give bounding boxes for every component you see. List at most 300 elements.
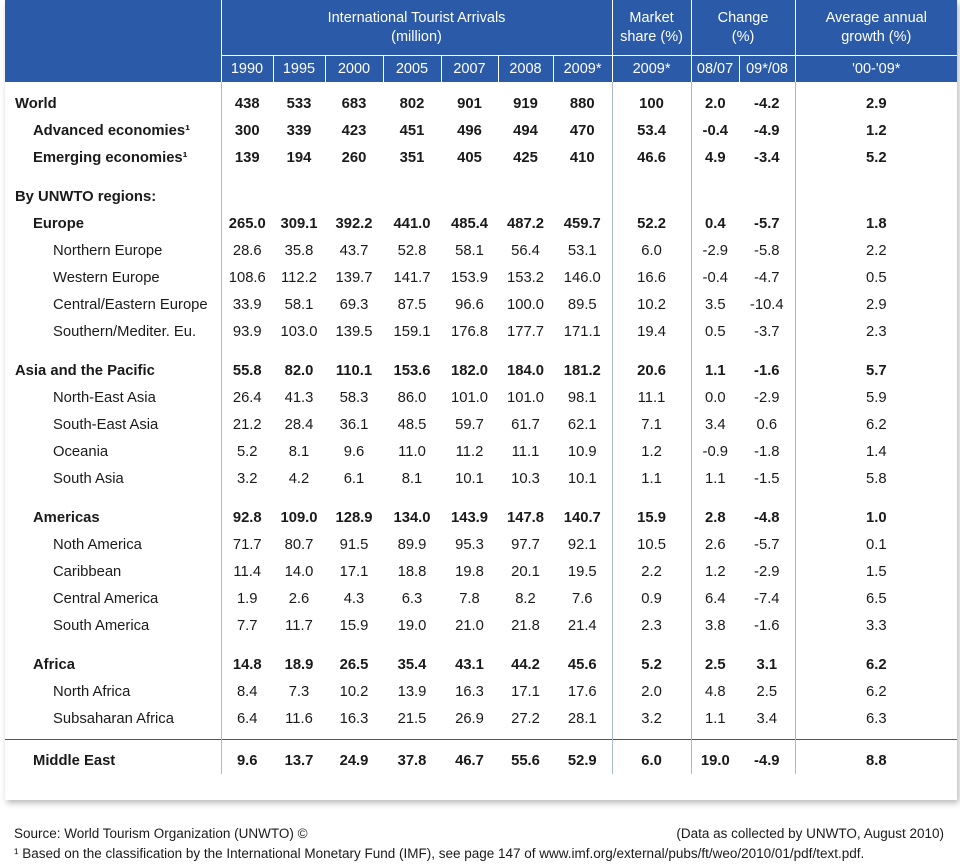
value-cell: 53.1 [567, 242, 597, 259]
spacer-cell [5, 345, 221, 357]
table-row [5, 117, 957, 144]
value-cell: 89.9 [397, 536, 427, 553]
year-header: 1990 [221, 56, 273, 83]
spacer-cell [383, 732, 441, 740]
value-cell [691, 183, 739, 210]
value-cell: 10.1 [455, 470, 484, 487]
spacer-cell [441, 171, 498, 183]
row-label: Europe [33, 215, 84, 232]
avg-growth-header [795, 0, 957, 56]
table-row [5, 183, 957, 210]
spacer-cell [383, 740, 441, 747]
value-cell: 3.2 [612, 705, 691, 732]
value-cell: 451 [399, 122, 425, 139]
value-cell: 10.9 [567, 443, 597, 460]
value-cell: 3.3 [795, 612, 957, 639]
value-cell: 3.4 [691, 411, 739, 438]
value-cell: 10.5 [612, 531, 691, 558]
value-cell: 128.9 [335, 509, 373, 526]
spacer-cell [441, 345, 498, 357]
value-cell: 2.2 [795, 237, 957, 264]
value-cell: 7.1 [612, 411, 691, 438]
value-cell: 8.1 [288, 443, 310, 460]
value-cell: 1.1 [691, 357, 739, 384]
value-cell: 109.0 [280, 509, 318, 526]
value-cell: -2.9 [691, 237, 739, 264]
spacer-cell [5, 82, 221, 90]
value-cell: -7.4 [754, 590, 780, 607]
value-cell: 46.6 [612, 144, 691, 171]
value-cell: 339 [286, 122, 312, 139]
label-header-blank [5, 0, 221, 82]
table-row [5, 237, 957, 264]
avg-title: Average annual [825, 10, 927, 27]
value-cell: 1.5 [795, 558, 957, 585]
spacer-row [5, 740, 957, 747]
value-cell: 6.2 [795, 411, 957, 438]
table-row [5, 705, 957, 732]
table-row [5, 612, 957, 639]
spacer-cell [553, 740, 612, 747]
spacer-cell [553, 639, 612, 651]
value-cell: 139.5 [335, 323, 373, 340]
value-cell: 184.0 [506, 362, 545, 379]
value-cell: 27.2 [511, 710, 540, 727]
spacer-cell [612, 740, 691, 747]
value-cell: -4.9 [754, 752, 780, 769]
spacer-cell [5, 492, 221, 504]
value-cell: 441.0 [393, 215, 431, 232]
spacer-cell [383, 171, 441, 183]
value-cell: 1.2 [612, 438, 691, 465]
value-cell: 153.2 [506, 269, 545, 286]
row-label: Noth America [53, 536, 142, 553]
table-row [5, 210, 957, 237]
value-cell [612, 183, 691, 210]
value-cell: 110.1 [335, 362, 373, 379]
table-row [5, 291, 957, 318]
spacer-cell [221, 492, 273, 504]
value-cell: 459.7 [563, 215, 601, 232]
value-cell: 6.0 [612, 237, 691, 264]
year-header: 2008 [498, 56, 553, 83]
arrivals-title: International Tourist Arrivals [327, 10, 506, 27]
value-cell: 45.6 [567, 656, 597, 673]
spacer-cell [795, 740, 957, 747]
value-cell: 880 [569, 95, 595, 112]
value-cell: 1.2 [795, 117, 957, 144]
table-row [5, 438, 957, 465]
value-cell: 101.0 [506, 389, 545, 406]
spacer-cell [325, 639, 383, 651]
value-cell: 1.9 [221, 585, 273, 612]
value-cell: 802 [399, 95, 425, 112]
table-row [5, 531, 957, 558]
value-cell: 10.2 [612, 291, 691, 318]
change-title: Change [717, 10, 769, 27]
value-cell: 82.0 [284, 362, 314, 379]
spacer-cell [691, 732, 739, 740]
value-cell: 4.9 [691, 144, 739, 171]
value-cell: -5.7 [754, 536, 780, 553]
spacer-cell [498, 171, 553, 183]
value-cell: 98.1 [567, 389, 597, 406]
value-cell: 496 [457, 122, 482, 139]
value-cell: 7.8 [459, 590, 480, 607]
value-cell: 5.9 [795, 384, 957, 411]
value-cell: -3.7 [754, 323, 780, 340]
spacer-cell [612, 639, 691, 651]
value-cell: 4.2 [288, 470, 310, 487]
value-cell: -0.4 [691, 117, 739, 144]
value-cell: 0.0 [691, 384, 739, 411]
value-cell: 11.0 [398, 443, 426, 460]
value-cell: 15.9 [339, 617, 369, 634]
spacer-cell [739, 740, 795, 747]
value-cell: 177.7 [506, 323, 545, 340]
spacer-cell [441, 732, 498, 740]
row-label: North Africa [53, 683, 131, 700]
value-cell: 14.8 [221, 651, 273, 678]
spacer-cell [273, 732, 325, 740]
spacer-cell [383, 345, 441, 357]
spacer-cell [383, 82, 441, 90]
market-unit: share (%) [620, 28, 683, 45]
spacer-cell [691, 639, 739, 651]
spacer-cell [691, 82, 739, 90]
value-cell: -4.2 [754, 95, 780, 112]
spacer-cell [739, 492, 795, 504]
spacer-cell [612, 171, 691, 183]
year-header: 2009* [553, 56, 612, 83]
spacer-cell [325, 492, 383, 504]
value-cell: 55.8 [221, 357, 273, 384]
value-cell: 2.5 [691, 651, 739, 678]
value-cell: 265.0 [221, 210, 273, 237]
spacer-cell [739, 639, 795, 651]
value-cell: 0.5 [691, 318, 739, 345]
value-cell: 919 [513, 95, 538, 112]
value-cell: 139 [221, 144, 273, 171]
value-cell: 52.8 [397, 242, 427, 259]
spacer-cell [691, 171, 739, 183]
row-label: Central/Eastern Europe [53, 296, 208, 313]
value-cell: 19.5 [567, 563, 597, 580]
value-cell: 87.5 [397, 296, 427, 313]
collection-note: (Data as collected by UNWTO, August 2010) [676, 826, 944, 841]
row-label: Western Europe [53, 269, 160, 286]
value-cell: 52.9 [567, 752, 597, 769]
value-cell: 89.5 [567, 296, 597, 313]
spacer-cell [498, 82, 553, 90]
value-cell: 2.2 [612, 558, 691, 585]
spacer-cell [691, 345, 739, 357]
table-row [5, 90, 957, 117]
value-cell: 2.3 [612, 612, 691, 639]
value-cell: 8.4 [221, 678, 273, 705]
source-note: Source: World Tourism Organization (UNWTO) © [14, 826, 308, 841]
value-cell: 1.2 [691, 558, 739, 585]
spacer-cell [795, 82, 957, 90]
value-cell: 5.8 [795, 465, 957, 492]
spacer-cell [325, 171, 383, 183]
value-cell: 4.3 [343, 590, 365, 607]
row-label: Subsaharan Africa [53, 710, 174, 727]
spacer-cell [498, 732, 553, 740]
value-cell: 2.9 [795, 291, 957, 318]
value-cell: 28.1 [567, 710, 597, 727]
value-cell: 2.9 [795, 90, 957, 117]
value-cell: 26.9 [455, 710, 484, 727]
value-cell: 108.6 [221, 264, 273, 291]
value-cell: 86.0 [397, 389, 427, 406]
value-cell: 0.1 [795, 531, 957, 558]
value-cell: 18.8 [397, 563, 427, 580]
value-cell: 19.4 [612, 318, 691, 345]
value-cell: 6.5 [795, 585, 957, 612]
year-header: 2005 [383, 56, 441, 83]
spacer-cell [795, 492, 957, 504]
row-label: Oceania [53, 443, 109, 460]
value-cell: 494 [513, 122, 538, 139]
value-cell: 141.7 [393, 269, 431, 286]
value-cell: 21.2 [221, 411, 273, 438]
value-cell: 487.2 [506, 215, 545, 232]
footnote: ¹ Based on the classification by the International Monetary Fund (IMF), see page 147 of www.imf.org/external/pubs/ft/weo/2010/01/pdf/text.pdf. [14, 846, 865, 861]
value-cell: 18.9 [284, 656, 314, 673]
table-row [5, 264, 957, 291]
value-cell: 13.7 [284, 752, 314, 769]
spacer-cell [273, 171, 325, 183]
value-cell: 33.9 [221, 291, 273, 318]
spacer-row [5, 345, 957, 357]
value-cell: -1.6 [754, 362, 780, 379]
value-cell: 6.1 [343, 470, 365, 487]
value-cell: 43.1 [455, 656, 484, 673]
value-cell: 901 [457, 95, 482, 112]
value-cell: 1.1 [691, 465, 739, 492]
value-cell: 59.7 [455, 416, 484, 433]
value-cell [273, 183, 325, 210]
row-label: Southern/Mediter. Eu. [53, 323, 197, 340]
value-cell: -1.5 [754, 470, 780, 487]
value-cell: 53.4 [612, 117, 691, 144]
spacer-cell [612, 732, 691, 740]
table-row [5, 558, 957, 585]
spacer-cell [221, 732, 273, 740]
value-cell: 11.7 [285, 617, 313, 634]
value-cell: -5.7 [754, 215, 780, 232]
value-cell: 19.8 [455, 563, 484, 580]
year-header: 2000 [325, 56, 383, 83]
value-cell: 55.6 [511, 752, 540, 769]
value-cell: 351 [399, 149, 425, 166]
spacer-row [5, 82, 957, 90]
market-share-header [612, 0, 691, 56]
value-cell: 1.0 [795, 504, 957, 531]
row-label: Americas [33, 509, 100, 526]
row-label: Middle East [33, 752, 116, 769]
spacer-row [5, 171, 957, 183]
value-cell: 6.4 [221, 705, 273, 732]
footer [14, 826, 944, 866]
change-0807-header: 08/07 [691, 56, 739, 83]
spacer-cell [325, 82, 383, 90]
tourist-arrivals-table [5, 0, 957, 774]
value-cell: 103.0 [280, 323, 318, 340]
value-cell [221, 183, 273, 210]
value-cell: 21.5 [397, 710, 427, 727]
spacer-cell [221, 171, 273, 183]
value-cell: 423 [341, 122, 367, 139]
value-cell: -4.8 [754, 509, 780, 526]
year-header: 1995 [273, 56, 325, 83]
value-cell: 300 [221, 117, 273, 144]
spacer-cell [441, 82, 498, 90]
value-cell: 93.9 [221, 318, 273, 345]
value-cell: 485.4 [450, 215, 489, 232]
value-cell: 46.7 [455, 752, 484, 769]
spacer-row [5, 639, 957, 651]
value-cell: -0.9 [691, 438, 739, 465]
value-cell: 7.3 [288, 683, 310, 700]
row-label: South-East Asia [53, 416, 159, 433]
value-cell: 147.8 [506, 509, 545, 526]
table-row [5, 318, 957, 345]
table-row [5, 747, 957, 774]
value-cell: 3.4 [756, 710, 778, 727]
value-cell: 112.2 [281, 269, 317, 286]
value-cell: 91.5 [339, 536, 369, 553]
value-cell: 26.5 [339, 656, 369, 673]
value-cell: 159.1 [393, 323, 431, 340]
value-cell: 171.1 [563, 323, 601, 340]
value-cell: 0.6 [756, 416, 778, 433]
value-cell: 260 [341, 149, 367, 166]
value-cell: 683 [341, 95, 367, 112]
value-cell: 392.2 [335, 215, 373, 232]
avg-period-header: '00-'09* [795, 56, 957, 83]
value-cell: 2.0 [612, 678, 691, 705]
value-cell: 17.1 [339, 563, 369, 580]
value-cell: 96.6 [455, 296, 484, 313]
value-cell: 182.0 [450, 362, 489, 379]
value-cell: -2.9 [754, 563, 780, 580]
value-cell: 6.2 [795, 651, 957, 678]
spacer-cell [795, 639, 957, 651]
value-cell: 20.1 [511, 563, 540, 580]
value-cell: 405 [457, 149, 482, 166]
spacer-cell [325, 740, 383, 747]
value-cell: 15.9 [612, 504, 691, 531]
row-label: By UNWTO regions: [15, 188, 157, 205]
table-row [5, 651, 957, 678]
value-cell: 21.0 [455, 617, 484, 634]
value-cell: 19.0 [691, 747, 739, 774]
value-cell: 10.3 [511, 470, 540, 487]
value-cell: 21.8 [511, 617, 540, 634]
spacer-cell [553, 732, 612, 740]
spacer-cell [5, 171, 221, 183]
arrivals-unit: (million) [391, 28, 442, 45]
value-cell [383, 183, 441, 210]
arrivals-header [221, 0, 612, 56]
avg-unit: growth (%) [841, 28, 912, 45]
value-cell: 5.2 [795, 144, 957, 171]
change-header [691, 0, 795, 56]
value-cell: -1.8 [754, 443, 780, 460]
value-cell: -4.9 [754, 122, 780, 139]
spacer-row [5, 492, 957, 504]
value-cell: -2.9 [754, 389, 780, 406]
spacer-cell [553, 492, 612, 504]
table-row [5, 384, 957, 411]
value-cell: 3.1 [756, 656, 778, 673]
value-cell: -4.7 [754, 269, 780, 286]
value-cell: 101.0 [450, 389, 489, 406]
spacer-cell [498, 492, 553, 504]
row-label: South Asia [53, 470, 124, 487]
table-row [5, 465, 957, 492]
value-cell: 35.8 [284, 242, 314, 259]
value-cell: -10.4 [749, 296, 784, 313]
value-cell: 71.7 [221, 531, 273, 558]
value-cell: 11.6 [285, 710, 313, 727]
value-cell: 1.1 [691, 705, 739, 732]
value-cell: 139.7 [335, 269, 373, 286]
value-cell: 9.6 [221, 747, 273, 774]
spacer-cell [553, 82, 612, 90]
value-cell [325, 183, 383, 210]
table-row [5, 357, 957, 384]
spacer-cell [441, 492, 498, 504]
value-cell: 69.3 [339, 296, 369, 313]
table-row [5, 411, 957, 438]
value-cell: 2.6 [288, 590, 310, 607]
value-cell [795, 183, 957, 210]
value-cell: 9.6 [343, 443, 365, 460]
value-cell: 309.1 [280, 215, 318, 232]
value-cell: 24.9 [339, 752, 369, 769]
value-cell [739, 183, 795, 210]
value-cell: 10.2 [339, 683, 369, 700]
value-cell: 58.1 [455, 242, 484, 259]
spacer-cell [273, 639, 325, 651]
value-cell: -1.6 [754, 617, 780, 634]
spacer-cell [498, 740, 553, 747]
market-year-header: 2009* [612, 56, 691, 83]
value-cell: -0.4 [691, 264, 739, 291]
value-cell [498, 183, 553, 210]
value-cell: 61.7 [511, 416, 540, 433]
row-label: Africa [33, 656, 75, 673]
value-cell: 4.8 [691, 678, 739, 705]
value-cell: 6.2 [795, 678, 957, 705]
spacer-cell [273, 740, 325, 747]
value-cell: 438 [221, 90, 273, 117]
spacer-cell [739, 345, 795, 357]
value-cell: 97.7 [511, 536, 540, 553]
spacer-cell [221, 345, 273, 357]
value-cell: 153.9 [450, 269, 489, 286]
value-cell: 26.4 [221, 384, 273, 411]
row-label: South America [53, 617, 150, 634]
value-cell: 17.6 [567, 683, 597, 700]
value-cell: -3.4 [754, 149, 780, 166]
spacer-cell [5, 740, 221, 747]
value-cell: 20.6 [612, 357, 691, 384]
spacer-cell [739, 171, 795, 183]
